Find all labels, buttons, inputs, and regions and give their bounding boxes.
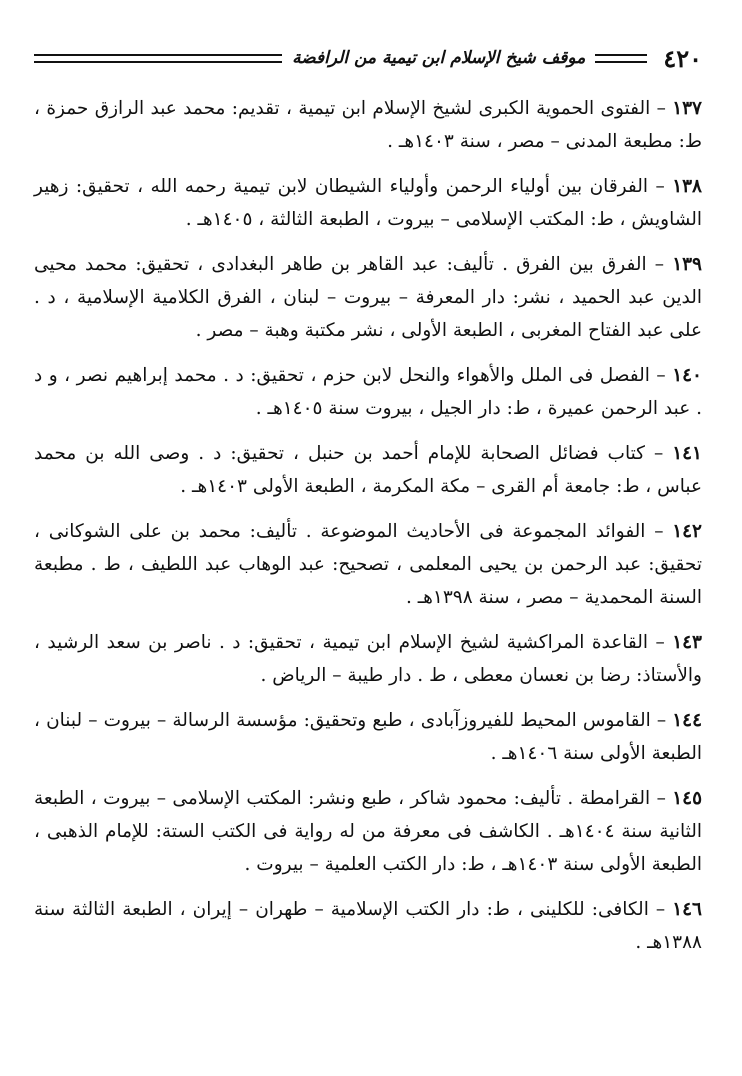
- entry-text: الفصل فى الملل والأهواء والنحل لابن حزم ، تحقيق: د . محمد إبراهيم نصر ، و د . عبد الرحمن عميرة ، ط: دار الجيل ، بيروت سنة ١٤٠٥هـ .: [34, 365, 702, 419]
- entry-text: الفوائد المجموعة فى الأحاديث الموضوعة . تأليف: محمد بن على الشوكانى ، تحقيق: عبد الرحمن بن يحيى المعلمى ، تصحيح: عبد الوهاب عبد اللطيف ، ط . مطبعة السنة المحمدية – مصر ، سنة ١٣٩٨هـ .: [34, 521, 702, 608]
- entry-text: الكافى: للكلينى ، ط: دار الكتب الإسلامية – طهران – إيران ، الطبعة الثالثة سنة ١٣٨٨هـ .: [34, 899, 702, 953]
- header-rule-left: [34, 54, 282, 63]
- entry-number: ١٤٦: [672, 899, 702, 920]
- entry-number: ١٣٩: [672, 254, 702, 275]
- bibliography-entry: ١٤٤ – القاموس المحيط للفيروزآبادى ، طبع وتحقيق: مؤسسة الرسالة – بيروت – لبنان ، الطبعة الأولى سنة ١٤٠٦هـ .: [34, 710, 703, 764]
- bibliography-entry: ١٣٧ – الفتوى الحموية الكبرى لشيخ الإسلام ابن تيمية ، تقديم: محمد عبد الرازق حمزة ، ط: مطبعة المدنى – مصر ، سنة ١٤٠٣هـ .: [34, 98, 702, 152]
- entry-number: ١٤١: [672, 443, 702, 464]
- entry-number: ١٤٣: [672, 632, 702, 653]
- page-header: [28, 38, 702, 78]
- bibliography-entry: ١٤٣ – القاعدة المراكشية لشيخ الإسلام ابن تيمية ، تحقيق: د . ناصر بن سعد الرشيد ، والأستاذ: رضا بن نعسان معطى ، ط . دار طيبة – الرياض .: [34, 632, 702, 686]
- entry-number: ١٤٤: [672, 710, 703, 731]
- entry-text: القاعدة المراكشية لشيخ الإسلام ابن تيمية ، تحقيق: د . ناصر بن سعد الرشيد ، والأستاذ: رضا بن نعسان معطى ، ط . دار طيبة – الرياض .: [34, 632, 702, 686]
- entry-number: ١٤٥: [672, 788, 703, 809]
- bibliography-entry: ١٣٩ – الفرق بين الفرق . تأليف: عبد القاهر بن طاهر البغدادى ، تحقيق: محمد محيى الدين عبد الحميد ، نشر: دار المعرفة – بيروت – لبنان ، الفرق الكلامية الإسلامية ، د . على عبد الفتاح المغربى ، الطبعة الأولى ، نشر مكتبة وهبة – مصر .: [34, 254, 702, 341]
- bibliography-entry: ١٤٢ – الفوائد المجموعة فى الأحاديث الموضوعة . تأليف: محمد بن على الشوكانى ، تحقيق: عبد الرحمن بن يحيى المعلمى ، تصحيح: عبد الوهاب عبد اللطيف ، ط . مطبعة السنة المحمدية – مصر ، سنة ١٣٩٨هـ .: [34, 521, 702, 608]
- entry-text: القاموس المحيط للفيروزآبادى ، طبع وتحقيق: مؤسسة الرسالة – بيروت – لبنان ، الطبعة الأولى سنة ١٤٠٦هـ .: [34, 710, 702, 764]
- entry-number: ١٣٧: [672, 98, 702, 119]
- bibliography-entry: ١٤٥ – القرامطة . تأليف: محمود شاكر ، طبع ونشر: المكتب الإسلامى – بيروت ، الطبعة الثانية سنة ١٤٠٤هـ . الكاشف فى معرفة من له رواية فى الكتب الستة: للإمام الذهبى ، الطبعة الأولى سنة ١٤٠٣هـ ، ط: دار الكتب العلمية – بيروت .: [34, 788, 703, 875]
- bibliography-entry: ١٣٨ – الفرقان بين أولياء الرحمن وأولياء الشيطان لابن تيمية رحمه الله ، تحقيق: زهير الشاويش ، ط: المكتب الإسلامى – بيروت ، الطبعة الثالثة ، ١٤٠٥هـ .: [34, 176, 702, 230]
- bibliography-entry: ١٤٦ – الكافى: للكلينى ، ط: دار الكتب الإسلامية – طهران – إيران ، الطبعة الثالثة سنة ١٣٨٨هـ .: [34, 899, 702, 953]
- entry-text: الفرق بين الفرق . تأليف: عبد القاهر بن طاهر البغدادى ، تحقيق: محمد محيى الدين عبد الحميد ، نشر: دار المعرفة – بيروت – لبنان ، الفرق الكلامية الإسلامية ، د . على عبد الفتاح المغربى ، الطبعة الأولى ، نشر مكتبة وهبة – مصر .: [34, 254, 702, 341]
- page-number: ٤٢٠: [663, 43, 702, 73]
- entry-number: ١٣٨: [672, 176, 702, 197]
- entry-number: ١٤٠: [672, 365, 702, 386]
- header-rule-right: [595, 54, 647, 63]
- bibliography-entry: ١٤١ – كتاب فضائل الصحابة للإمام أحمد بن حنبل ، تحقيق: د . وصى الله بن محمد عباس ، ط: جامعة أم القرى – مكة المكرمة ، الطبعة الأولى ١٤٠٣هـ .: [34, 443, 702, 497]
- entry-text: الفرقان بين أولياء الرحمن وأولياء الشيطان لابن تيمية رحمه الله ، تحقيق: زهير الشاويش ، ط: المكتب الإسلامى – بيروت ، الطبعة الثالثة ، ١٤٠٥هـ .: [34, 176, 702, 230]
- entry-number: ١٤٢: [672, 521, 702, 542]
- running-title: موقف شيخ الإسلام ابن تيمية من الرافضة: [292, 48, 586, 68]
- entry-text: كتاب فضائل الصحابة للإمام أحمد بن حنبل ، تحقيق: د . وصى الله بن محمد عباس ، ط: جامعة أم القرى – مكة المكرمة ، الطبعة الأولى ١٤٠٣هـ .: [34, 443, 702, 497]
- entry-text: الفتوى الحموية الكبرى لشيخ الإسلام ابن تيمية ، تقديم: محمد عبد الرازق حمزة ، ط: مطبعة المدنى – مصر ، سنة ١٤٠٣هـ .: [34, 98, 702, 152]
- bibliography-entry: ١٤٠ – الفصل فى الملل والأهواء والنحل لابن حزم ، تحقيق: د . محمد إبراهيم نصر ، و د . عبد الرحمن عميرة ، ط: دار الجيل ، بيروت سنة ١٤٠٥هـ .: [34, 365, 702, 419]
- bibliography-list: [34, 92, 702, 971]
- entry-text: القرامطة . تأليف: محمود شاكر ، طبع ونشر: المكتب الإسلامى – بيروت ، الطبعة الثانية سنة ١٤٠٤هـ . الكاشف فى معرفة من له رواية فى الكتب الستة: للإمام الذهبى ، الطبعة الأولى سنة ١٤٠٣هـ ، ط: دار الكتب العلمية – بيروت .: [34, 788, 702, 875]
